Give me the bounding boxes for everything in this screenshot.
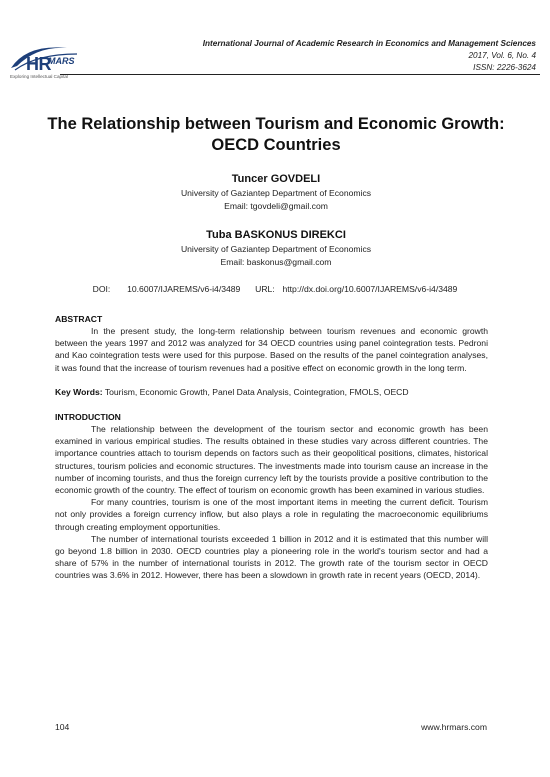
journal-volume: 2017, Vol. 6, No. 4	[468, 51, 536, 60]
header-divider	[60, 74, 540, 75]
journal-issn: ISSN: 2226-3624	[473, 63, 536, 72]
journal-info	[203, 38, 536, 74]
author-name: Tuba BASKONUS DIREKCI	[206, 229, 346, 241]
paper-title: The Relationship between Tourism and Economic Growth: OECD Countries	[47, 115, 505, 154]
introduction-body	[55, 423, 488, 582]
author-block	[40, 172, 512, 212]
body-paragraph: The relationship between the development of the tourism sector and economic growth has been examined in various empirical studies. The results obtained in these studies vary across different countries. The importance countries attach to tourism depends on factors such as their geopolitical positions, climates, historical structures, tourism policies and economic structures. The investments made into tourism cause an increase in the number of incoming tourists, and thus the foreign currency left by the tourists provide a positive contribution to the economic growth of the country. The effect of tourism on economic growth has been examined in various studies.	[55, 424, 488, 496]
doi-line	[0, 284, 550, 294]
keywords	[55, 386, 488, 398]
author-email: Email: baskonus@gmail.com	[220, 256, 332, 267]
body-paragraph: For many countries, tourism is one of the most important items in meeting the current deficit. Tourism not only provides a foreign currency inflow, but also plays a role in regulating the macroeconomic equilibriums through creating employment opportunities.	[55, 497, 488, 532]
body-paragraph: The number of international tourists exceeded 1 billion in 2012 and it is estimated that this number will go beyond 1.8 billion in 2030. OECD countries play a pioneering role in the world's tourism sector and had a share of 57% in the number of international tourists in 2012. The growth rate of the tourism sector in OECD countries was 3.6% in 2012. However, there has been a slowdown in growth rate in recent years (OECD, 2014).	[55, 533, 488, 581]
author-email: Email: tgovdeli@gmail.com	[224, 200, 328, 211]
abstract-body	[55, 325, 488, 374]
introduction-heading: INTRODUCTION	[55, 412, 121, 422]
author-affiliation: University of Gaziantep Department of Economics	[180, 244, 372, 254]
journal-name: International Journal of Academic Research in Economics and Management Sciences	[202, 39, 536, 48]
logo-tagline: Exploring Intellectual Capital	[10, 74, 68, 79]
keywords-label: Key Words:	[55, 387, 103, 397]
author-name: Tuncer GOVDELI	[231, 173, 321, 185]
author-block	[40, 228, 512, 268]
author-affiliation: University of Gaziantep Department of Economics	[180, 188, 372, 198]
url-link[interactable]: http://dx.doi.org/10.6007/IJAREMS/v6-i4/3489	[282, 284, 458, 294]
abstract-paragraph: In the present study, the long-term relationship between tourism revenues and economic growth between the years 1997 and 2012 was analyzed for 34 OECD countries using panel cointegration tests. Pedroni and Kao cointegration tests were used for this purpose. Based on the results of the panel cointegration analyses, it was found that the increase of tourism revenues had a positive effect on economic growth in the long term.	[55, 326, 488, 373]
page-header	[0, 0, 550, 100]
page-number: 104	[55, 722, 70, 732]
doi-label: DOI:	[92, 284, 111, 294]
doi-value[interactable]: 10.6007/IJAREMS/v6-i4/3489	[127, 284, 241, 294]
logo-text-hr: HR	[26, 54, 51, 74]
website-link[interactable]: www.hrmars.com	[421, 722, 487, 732]
url-label: URL:	[255, 284, 275, 294]
keywords-list: Tourism, Economic Growth, Panel Data Analysis, Cointegration, FMOLS, OECD	[104, 387, 409, 397]
logo-text-mars: MARS	[48, 56, 75, 66]
abstract-heading: ABSTRACT	[55, 314, 103, 324]
